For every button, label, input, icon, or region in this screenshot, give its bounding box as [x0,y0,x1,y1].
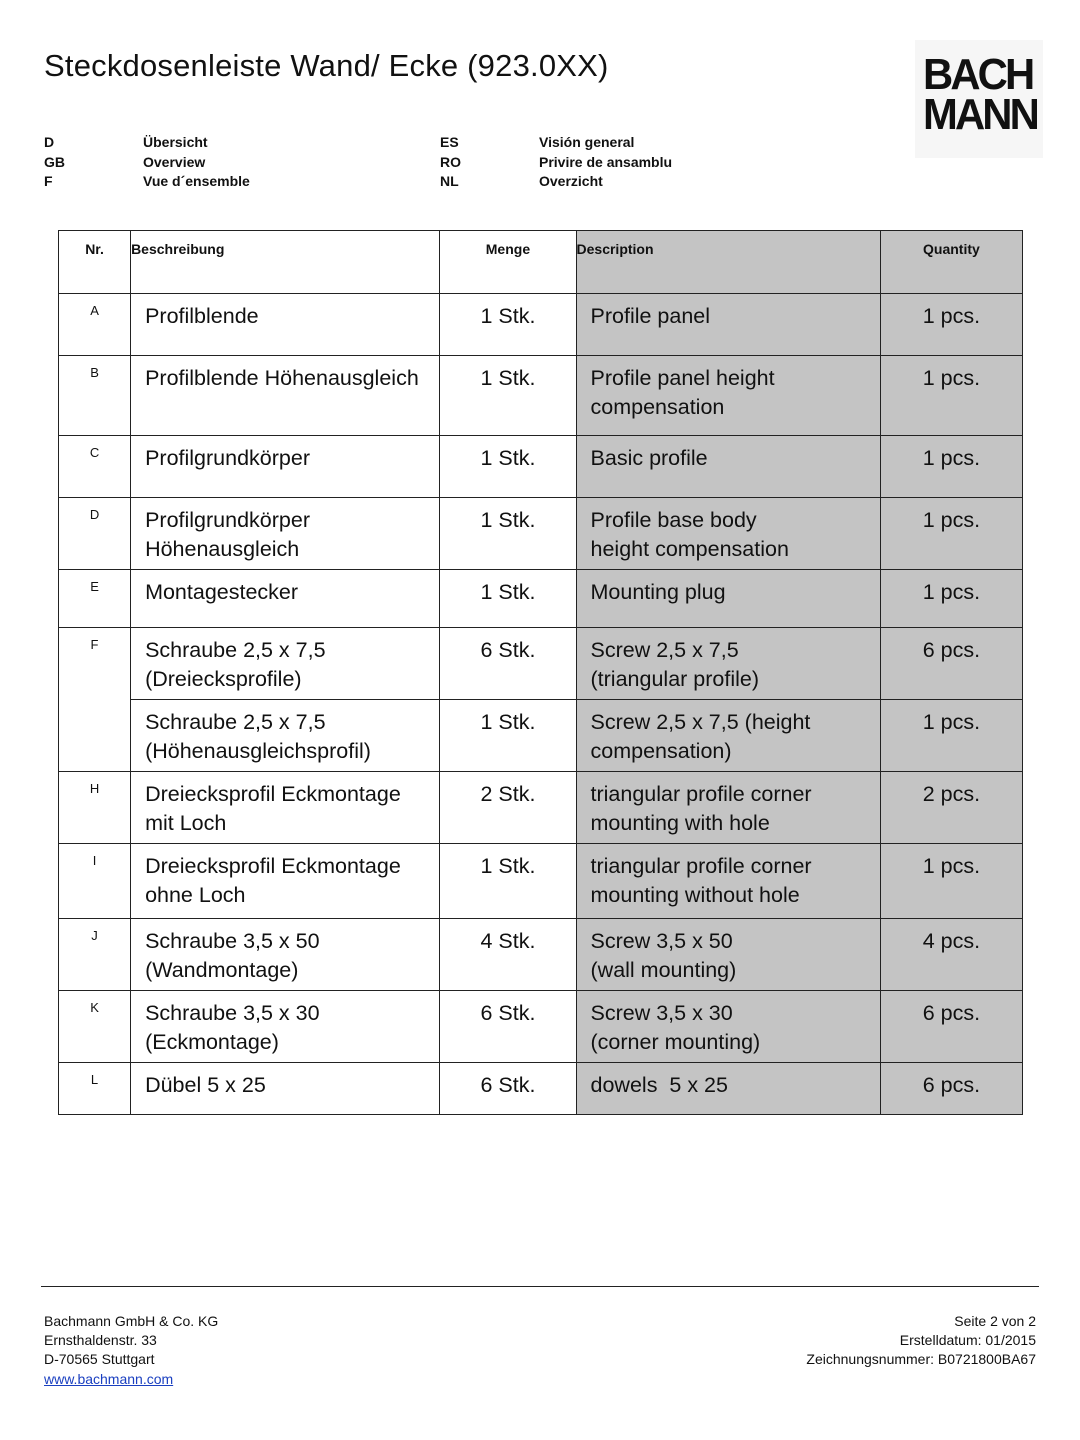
row-quantity: 1 pcs. [880,356,1022,436]
table-row [59,498,1023,570]
row-quantity: 1 pcs. [880,570,1022,628]
row-beschreibung: Dübel 5 x 25 [131,1063,440,1115]
table-row [59,844,1023,919]
table-row [59,772,1023,844]
row-description: triangular profile corner mounting with hole [576,772,880,844]
lang-code: D [44,134,55,150]
row-nr: J [59,919,131,991]
table-header-row [59,231,1023,294]
row-quantity: 6 pcs. [880,1063,1022,1115]
footer-divider [41,1286,1039,1287]
row-menge: 1 Stk. [440,570,576,628]
row-description: Screw 2,5 x 7,5 (height compensation) [576,700,880,772]
row-beschreibung: Profilblende Höhenausgleich [131,356,440,436]
row-quantity: 1 pcs. [880,844,1022,919]
page-number: Seite 2 von 2 [954,1313,1036,1329]
table-row [59,356,1023,436]
table-row [59,570,1023,628]
lang-name: Übersicht [143,134,208,150]
footer-address [44,1312,218,1389]
row-quantity: 1 pcs. [880,700,1022,772]
row-nr: E [59,570,131,628]
bachmann-logo [915,40,1043,158]
row-beschreibung: Profilgrundkörper [131,436,440,498]
row-quantity: 2 pcs. [880,772,1022,844]
row-menge: 6 Stk. [440,991,576,1063]
row-description: Screw 3,5 x 50 (wall mounting) [576,919,880,991]
row-description: dowels 5 x 25 [576,1063,880,1115]
lang-name: Overview [143,153,206,170]
row-description: triangular profile corner mounting without hole [576,844,880,919]
lang-code: ES [440,134,459,150]
row-description: Basic profile [576,436,880,498]
row-nr: K [59,991,131,1063]
row-description: Profile panel [576,294,880,356]
row-beschreibung: Schraube 2,5 x 7,5 (Höhenausgleichsprofil) [131,700,440,772]
lang-code: RO [440,153,461,170]
row-beschreibung: Dreiecksprofil Eckmontage ohne Loch [131,844,440,919]
row-beschreibung: Profilgrundkörper Höhenausgleich [131,498,440,570]
company-name: Bachmann GmbH & Co. KG [44,1313,219,1329]
row-menge: 4 Stk. [440,919,576,991]
row-quantity: 4 pcs. [880,919,1022,991]
lang-code: GB [44,153,65,170]
row-nr: L [59,1063,131,1115]
row-menge: 1 Stk. [440,700,576,772]
row-nr: F [59,628,131,772]
row-description: Screw 2,5 x 7,5 (triangular profile) [576,628,880,700]
row-menge: 2 Stk. [440,772,576,844]
lang-code: NL [440,173,459,189]
row-menge: 1 Stk. [440,844,576,919]
row-nr: D [59,498,131,570]
language-codes-left [44,133,65,192]
drawing-number: Zeichnungsnummer: B0721800BA67 [806,1351,1036,1368]
row-nr: A [59,294,131,356]
row-nr: H [59,772,131,844]
row-nr: C [59,436,131,498]
table-row [59,700,1023,772]
row-nr: B [59,356,131,436]
lang-name: Vue d´ensemble [143,173,250,189]
row-quantity: 1 pcs. [880,294,1022,356]
logo-text-line2: MANN [923,90,1037,139]
table-row [59,436,1023,498]
table-row [59,1063,1023,1115]
row-menge: 6 Stk. [440,628,576,700]
lang-name: Overzicht [539,173,603,189]
row-menge: 1 Stk. [440,436,576,498]
lang-name: Visión general [539,134,635,150]
city-address: D-70565 Stuttgart [44,1351,155,1368]
header-nr: Nr. [59,231,131,294]
row-beschreibung: Schraube 2,5 x 7,5 (Dreiecksprofile) [131,628,440,700]
table-row [59,628,1023,700]
street-address: Ernsthaldenstr. 33 [44,1332,157,1349]
row-nr: I [59,844,131,919]
row-description: Profile base body height compensation [576,498,880,570]
lang-code: F [44,173,53,189]
language-names-right [539,133,672,192]
language-codes-right [440,133,461,192]
creation-date: Erstelldatum: 01/2015 [899,1332,1036,1349]
row-beschreibung: Schraube 3,5 x 50 (Wandmontage) [131,919,440,991]
row-menge: 1 Stk. [440,294,576,356]
row-beschreibung: Montagestecker [131,570,440,628]
table-row [59,294,1023,356]
table-row [59,991,1023,1063]
row-menge: 6 Stk. [440,1063,576,1115]
row-beschreibung: Dreiecksprofil Eckmontage mit Loch [131,772,440,844]
page-title: Steckdosenleiste Wand/ Ecke (923.0XX) [44,48,609,83]
row-menge: 1 Stk. [440,356,576,436]
website-link[interactable]: www.bachmann.com [44,1370,174,1387]
language-names-left [143,133,250,192]
logo-text-line1: BACH [923,50,1033,99]
lang-name: Privire de ansamblu [539,153,673,170]
row-description: Mounting plug [576,570,880,628]
header-quantity: Quantity [880,231,1022,294]
header-beschreibung: Beschreibung [131,231,440,294]
table-row [59,919,1023,991]
row-beschreibung: Schraube 3,5 x 30 (Eckmontage) [131,991,440,1063]
parts-table [58,230,1023,1115]
row-description: Profile panel height compensation [576,356,880,436]
row-beschreibung: Profilblende [131,294,440,356]
row-quantity: 1 pcs. [880,498,1022,570]
row-quantity: 6 pcs. [880,628,1022,700]
row-quantity: 1 pcs. [880,436,1022,498]
header-menge: Menge [440,231,576,294]
header-description: Description [576,231,880,294]
row-menge: 1 Stk. [440,498,576,570]
row-quantity: 6 pcs. [880,991,1022,1063]
row-description: Screw 3,5 x 30 (corner mounting) [576,991,880,1063]
footer-meta [806,1312,1036,1370]
